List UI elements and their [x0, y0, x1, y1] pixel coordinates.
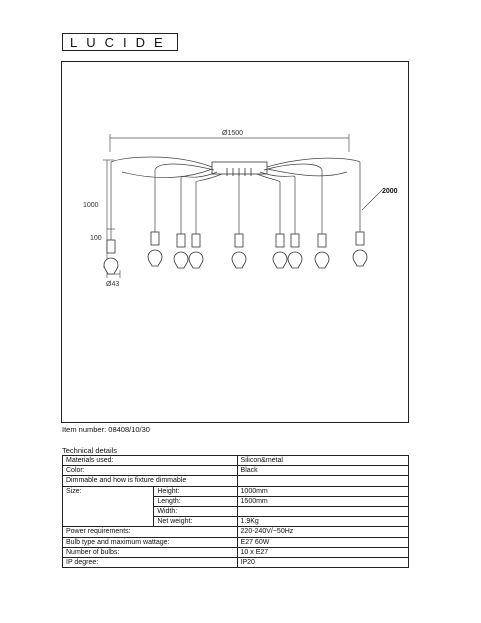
spec-sublabel: Width:: [154, 506, 237, 516]
spec-label: Bulb type and maximum wattage:: [63, 537, 238, 547]
brand-logo: LUCIDE: [62, 33, 178, 51]
spec-label: Color:: [63, 466, 238, 476]
spec-label: Materials used:: [63, 456, 238, 466]
spec-sublabel: Net weight:: [154, 517, 237, 527]
spec-value: 1500mm: [237, 496, 408, 506]
spec-value: Silicon&metal: [237, 456, 408, 466]
table-row: [63, 557, 409, 567]
spec-value: 10 x E27: [237, 547, 408, 557]
bulb-pendants: [104, 232, 367, 274]
spec-label: Number of bulbs:: [63, 547, 238, 557]
spec-value: 1000mm: [237, 486, 408, 496]
spec-label: IP degree:: [63, 557, 238, 567]
cable-length-label: 2000: [382, 188, 398, 195]
table-row: [63, 527, 409, 537]
specifications-table: [62, 455, 409, 568]
table-row: [63, 466, 409, 476]
spec-value: 220-240V/~50Hz: [237, 527, 408, 537]
technical-drawing: [62, 62, 410, 424]
ceiling-canopy: [212, 162, 267, 174]
table-row: [63, 537, 409, 547]
item-number: Item number: 08408/10/30: [62, 425, 150, 434]
table-row: [63, 547, 409, 557]
spec-label: Power requirements:: [63, 527, 238, 537]
width-dimension-label: Ø1500: [222, 130, 244, 137]
table-row: [63, 486, 409, 496]
bulb-diameter-label: Ø43: [106, 281, 120, 288]
spec-label: Size:: [63, 486, 154, 527]
table-row: [63, 456, 409, 466]
technical-details-title: Technical details: [62, 446, 118, 455]
spec-label: Dimmable and how is fixture dimmable: [63, 476, 238, 486]
product-drawing: [61, 61, 409, 423]
spec-value: E27 60W: [237, 537, 408, 547]
spec-value: [237, 476, 408, 486]
spec-value: 1.9Kg: [237, 517, 408, 527]
spec-value: Black: [237, 466, 408, 476]
socket-dimension-label: 100: [90, 235, 102, 242]
spec-value: [237, 506, 408, 516]
spec-value: IP20: [237, 557, 408, 567]
spec-sublabel: Height:: [154, 486, 237, 496]
spec-sublabel: Length:: [154, 496, 237, 506]
table-row: [63, 476, 409, 486]
height-dimension-label: 1000: [83, 202, 99, 209]
